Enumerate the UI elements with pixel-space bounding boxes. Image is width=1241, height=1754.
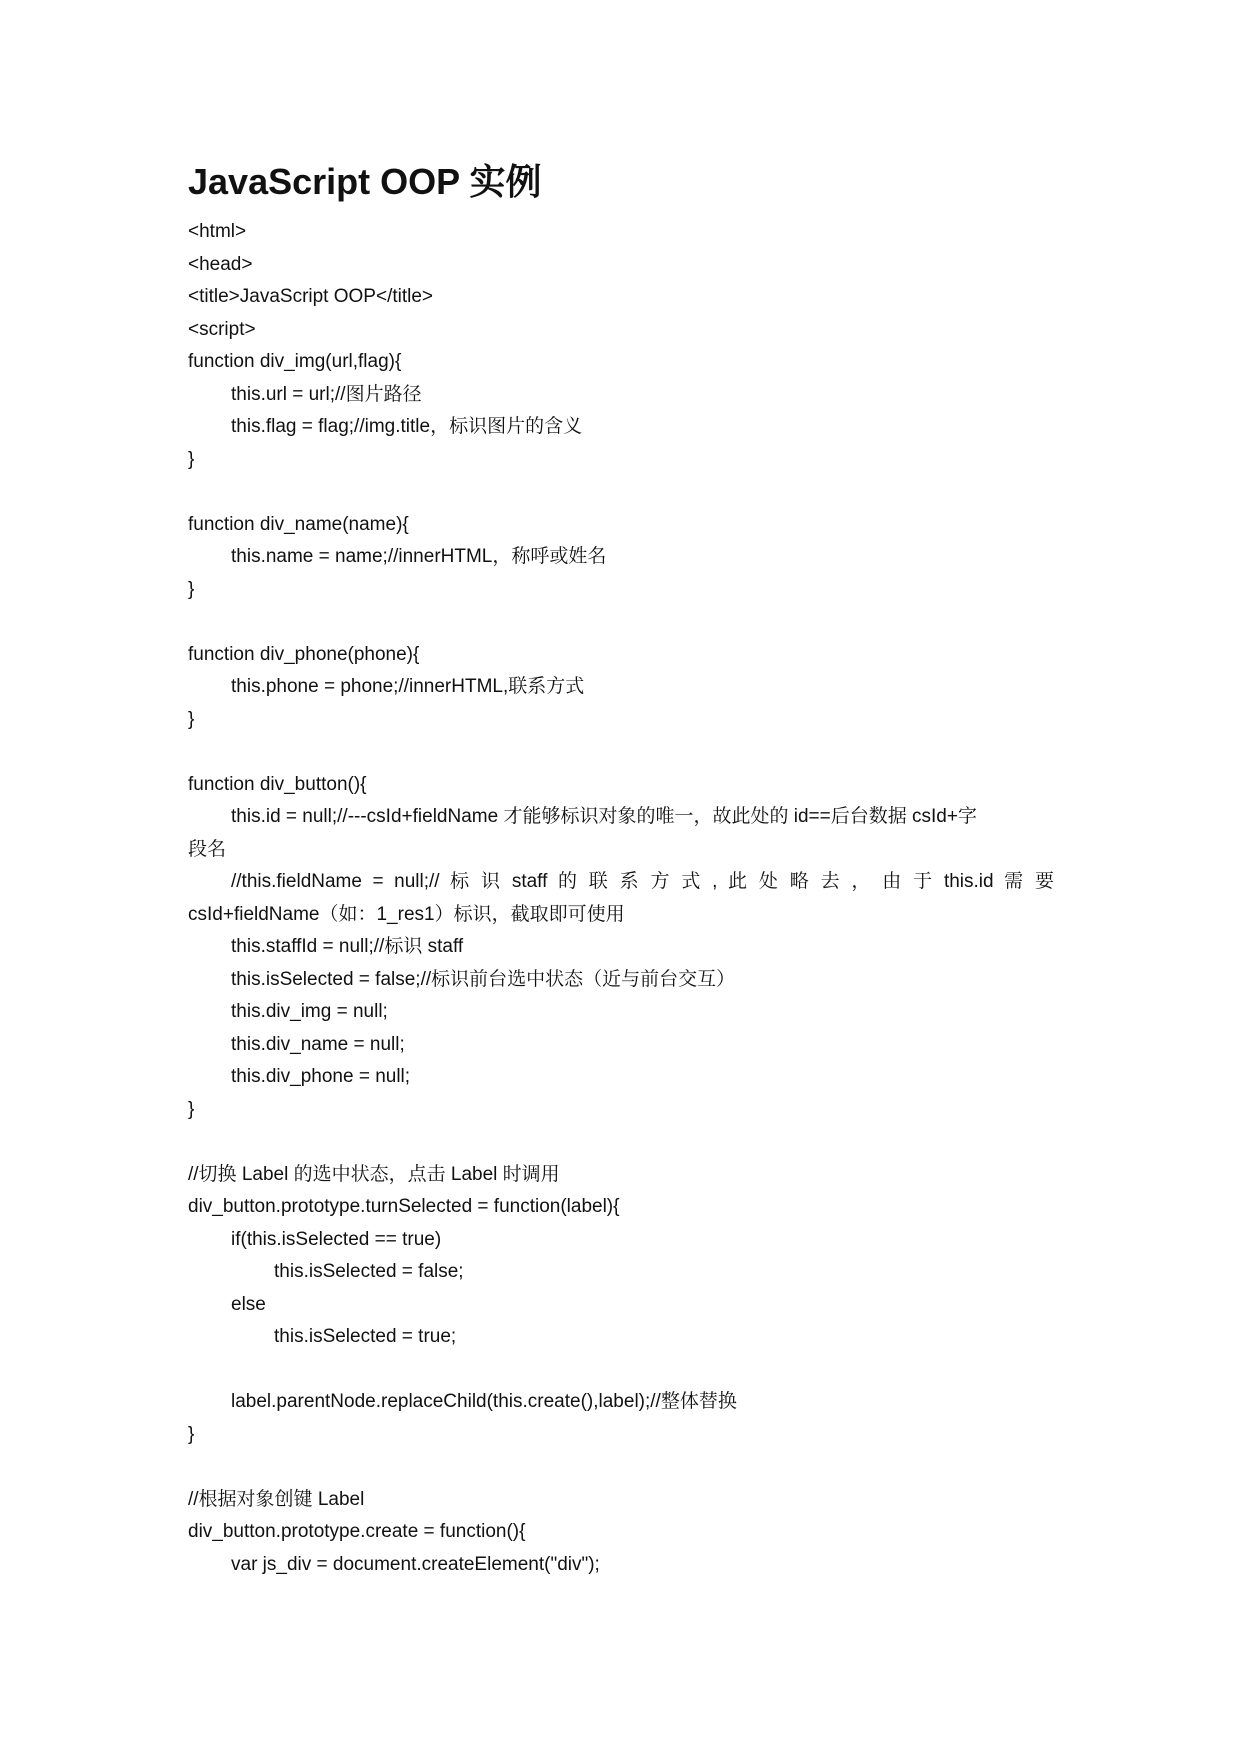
code-line: //this.fieldName = null;// 标 识 staff 的 联 系 方 式 , 此 处 略 去 ， 由 于 this.id 需 要 bbox=[231, 871, 1054, 892]
code-line: else bbox=[231, 1293, 266, 1315]
blank-line bbox=[188, 1126, 1054, 1159]
code-line: } bbox=[188, 1098, 195, 1120]
code-line: //根据对象创键 Label bbox=[188, 1488, 365, 1510]
code-line: this.id = null;//---csId+fieldName 才能够标识对象的唯一，故此处的 id==后台数据 csId+字 bbox=[231, 806, 977, 827]
code-line: 段名 bbox=[188, 838, 227, 860]
code-line: } bbox=[188, 708, 195, 730]
code-line: } bbox=[188, 448, 195, 470]
code-line: this.isSelected = false; bbox=[274, 1261, 464, 1282]
code-line: //切换 Label 的选中状态，点击 Label 时调用 bbox=[188, 1163, 560, 1185]
code-line: } bbox=[188, 578, 195, 600]
code-line: this.isSelected = true; bbox=[274, 1326, 457, 1347]
code-line: div_button.prototype.create = function(){ bbox=[188, 1521, 526, 1542]
blank-line bbox=[188, 476, 1054, 509]
code-line: this.div_img = null; bbox=[231, 1001, 388, 1022]
code-line: function div_button(){ bbox=[188, 773, 367, 795]
code-line: this.url = url;//图片路径 bbox=[231, 383, 422, 405]
blank-line bbox=[188, 736, 1054, 769]
blank-line bbox=[188, 606, 1054, 639]
code-line: function div_phone(phone){ bbox=[188, 643, 420, 665]
code-line: function div_img(url,flag){ bbox=[188, 351, 402, 372]
blank-line bbox=[188, 1451, 1054, 1484]
code-line: this.phone = phone;//innerHTML,联系方式 bbox=[231, 676, 585, 697]
code-line: this.div_name = null; bbox=[231, 1033, 405, 1055]
code-line: csId+fieldName（如：1_res1）标识，截取即可使用 bbox=[188, 903, 625, 925]
code-line: function div_name(name){ bbox=[188, 513, 409, 535]
document-title: JavaScript OOP 实例 bbox=[188, 161, 542, 202]
code-line: label.parentNode.replaceChild(this.create(),label);//整体替换 bbox=[231, 1391, 737, 1412]
code-line: this.name = name;//innerHTML，称呼或姓名 bbox=[231, 546, 607, 567]
code-line: <html> bbox=[188, 221, 247, 242]
code-listing bbox=[188, 216, 1054, 1581]
code-line: this.flag = flag;//img.title，标识图片的含义 bbox=[231, 416, 583, 437]
code-line: div_button.prototype.turnSelected = function(label){ bbox=[188, 1196, 620, 1217]
code-line: this.div_phone = null; bbox=[231, 1066, 411, 1087]
code-line: this.isSelected = false;//标识前台选中状态（近与前台交互） bbox=[231, 968, 736, 990]
code-line: var js_div = document.createElement("div"); bbox=[231, 1553, 600, 1575]
code-line: this.staffId = null;//标识 staff bbox=[231, 936, 464, 957]
code-line: <script> bbox=[188, 318, 256, 340]
blank-line bbox=[188, 1354, 1054, 1387]
code-line: <head> bbox=[188, 253, 253, 275]
code-line: <title>JavaScript OOP</title> bbox=[188, 286, 434, 307]
code-line: if(this.isSelected == true) bbox=[231, 1228, 442, 1250]
code-line: } bbox=[188, 1423, 195, 1445]
